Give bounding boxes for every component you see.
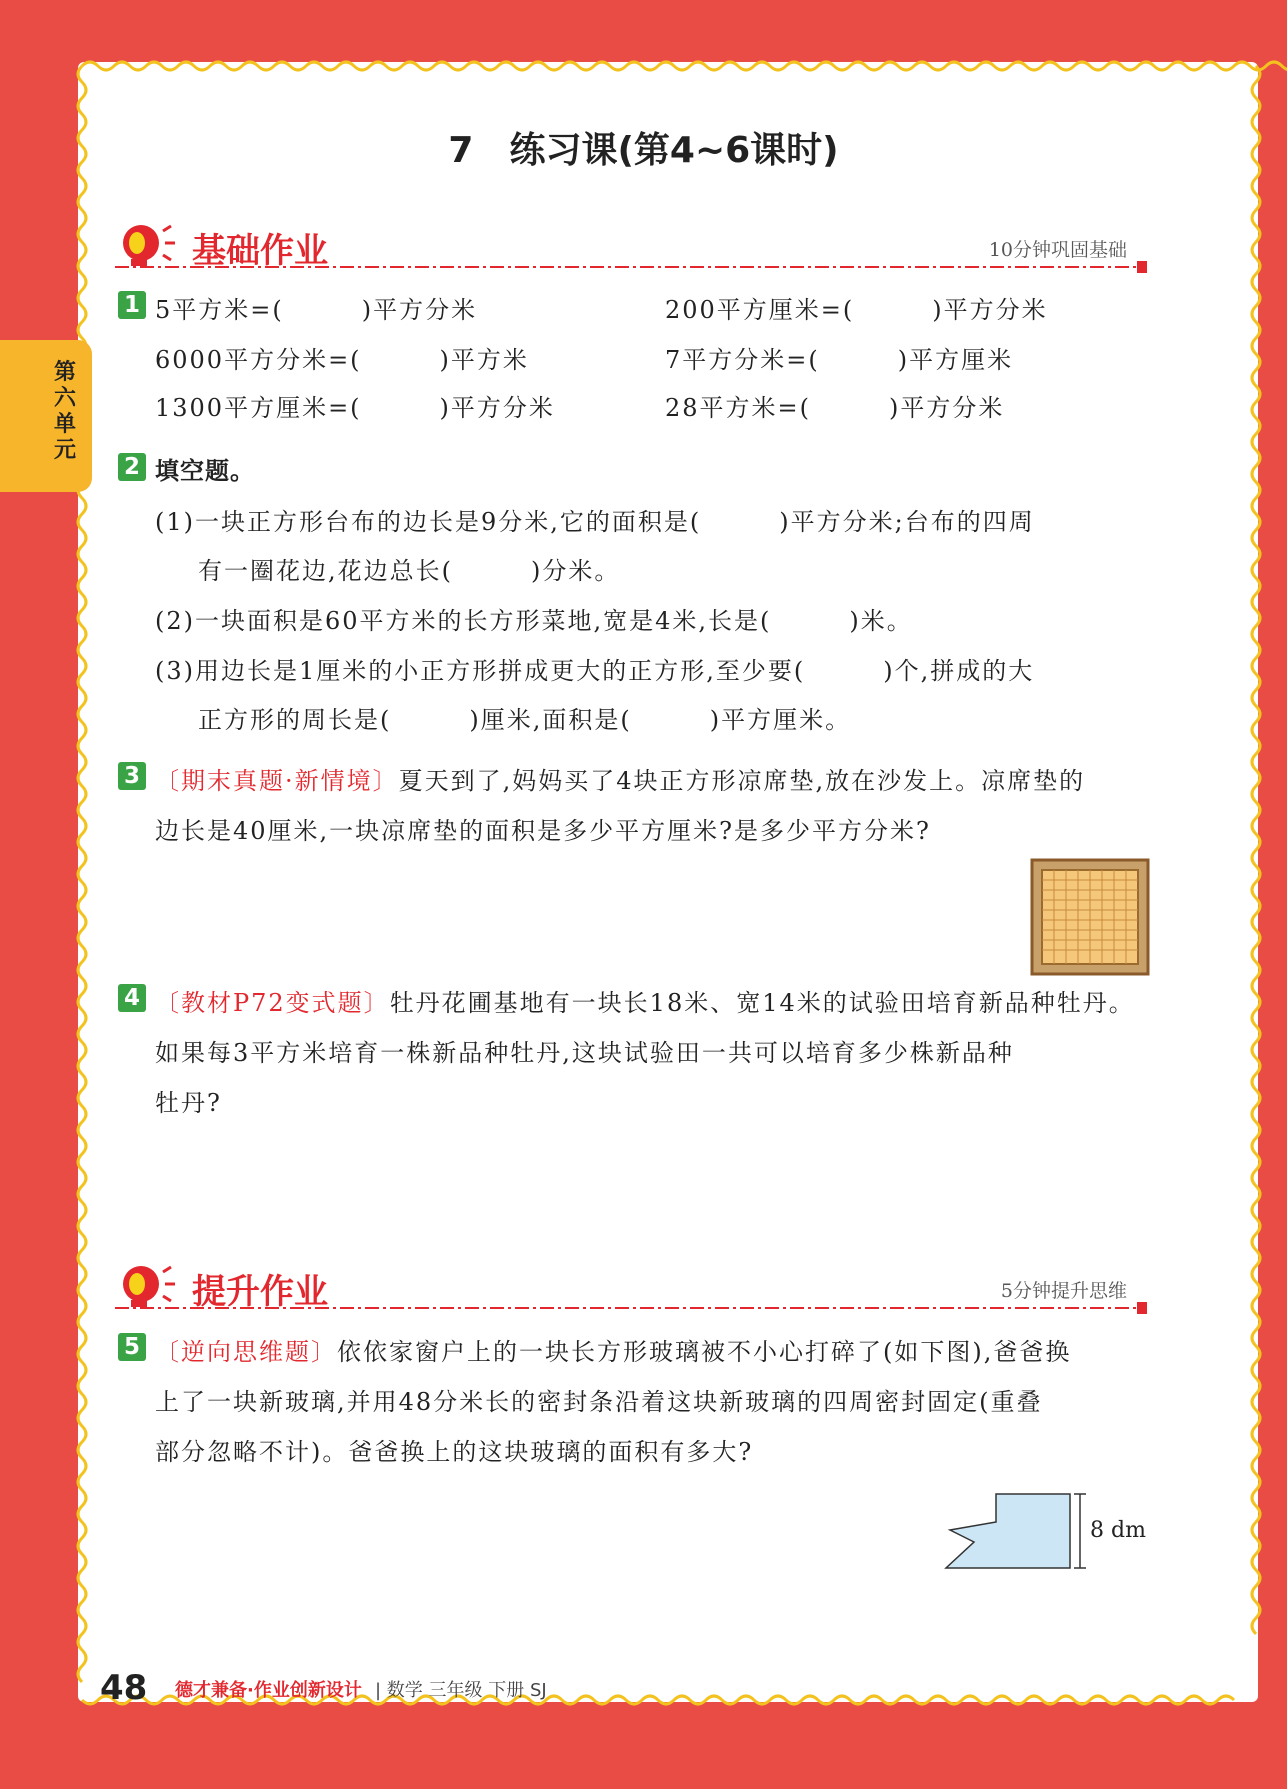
q3-line: 边长是40厘米,一块凉席垫的面积是多少平方厘米?是多少平方分米?: [155, 817, 931, 845]
q4-tag: 〔教材P72变式题〕: [155, 989, 390, 1017]
q3-line: 〔期末真题·新情境〕夏天到了,妈妈买了4块正方形凉席垫,放在沙发上。凉席垫的: [155, 767, 1086, 795]
unit-side-tab: [0, 340, 92, 492]
q5-line: 部分忽略不计)。爸爸换上的这块玻璃的面积有多大?: [155, 1438, 754, 1466]
q3-tag: 〔期末真题·新情境〕: [155, 767, 399, 795]
q1-item: 7平方分米=( )平方厘米: [665, 346, 1014, 374]
section-advanced-header: [115, 1256, 1155, 1326]
figure-dimension-label: 8 dm: [1090, 1518, 1146, 1543]
question-number: 5: [118, 1333, 146, 1361]
q2-line: 正方形的周长是( )厘米,面积是( )平方厘米。: [198, 706, 852, 734]
footer-brand: 德才兼备·作业创新设计: [175, 1680, 362, 1701]
q5-line: 上了一块新玻璃,并用48分米长的密封条沿着这块新玻璃的四周密封固定(重叠: [155, 1388, 1043, 1416]
section-basic-header: [115, 215, 1155, 285]
section-basic-title: 基础作业: [192, 231, 328, 271]
q2-title: 填空题。: [155, 457, 255, 485]
mat-picture: [1030, 858, 1150, 976]
q5-tag: 〔逆向思维题〕: [155, 1338, 337, 1366]
q4-line: 如果每3平方米培育一株新品种牡丹,这块试验田一共可以培育多少株新品种: [155, 1039, 1014, 1067]
question-number: 3: [118, 762, 146, 790]
q1-item: 200平方厘米=( )平方分米: [665, 296, 1048, 324]
question-number: 1: [118, 291, 146, 319]
section-advanced-note: 5分钟提升思维: [1000, 1280, 1127, 1302]
q4-line: 牡丹?: [155, 1089, 222, 1117]
q2-line: 有一圈花边,花边总长( )分米。: [198, 557, 621, 585]
section-basic-note: 10分钟巩固基础: [988, 239, 1127, 261]
q5-line: 〔逆向思维题〕依依家窗户上的一块长方形玻璃被不小心打碎了(如下图),爸爸换: [155, 1338, 1072, 1366]
q1-item: 1300平方厘米=( )平方分米: [155, 394, 555, 422]
unit-tab-label: 第六单元: [53, 360, 76, 463]
q4-line: 〔教材P72变式题〕牡丹花圃基地有一块长18米、宽14米的试验田培育新品种牡丹。: [155, 989, 1135, 1017]
q2-line: (3)用边长是1厘米的小正方形拼成更大的正方形,至少要( )个,拼成的大: [155, 657, 1035, 685]
section-divider: [115, 1301, 1155, 1315]
question-number: 4: [118, 984, 146, 1012]
q2-line: (2)一块面积是60平方米的长方形菜地,宽是4米,长是( )米。: [155, 607, 913, 635]
page-title: 7 练习课(第4~6课时): [448, 130, 839, 171]
q1-item: 5平方米=( )平方分米: [155, 296, 478, 324]
page-number: 48: [100, 1668, 148, 1708]
q2-line: (1)一块正方形台布的边长是9分米,它的面积是( )平方分米;台布的四周: [155, 508, 1035, 536]
section-divider: [115, 260, 1155, 274]
question-number: 2: [118, 453, 146, 481]
footer-subject-info: | 数学 三年级 下册 SJ: [375, 1680, 547, 1701]
q1-item: 6000平方分米=( )平方米: [155, 346, 529, 374]
section-advanced-title: 提升作业: [192, 1272, 328, 1312]
q1-item: 28平方米=( )平方分米: [665, 394, 1005, 422]
